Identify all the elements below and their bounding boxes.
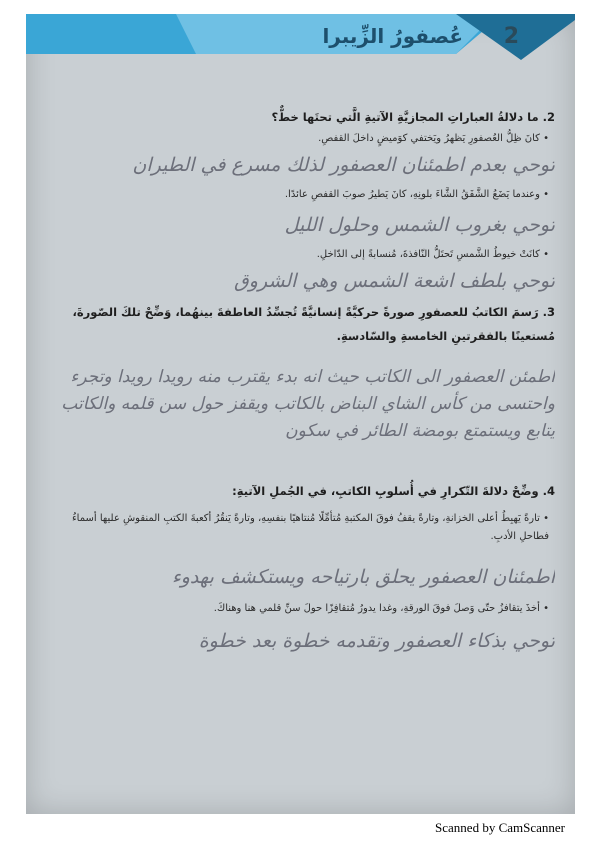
question-2-answer-1: توحي بعدم اطمئنان العصفور لذلك مسرع في الطيران — [132, 154, 555, 176]
question-4-item-1: • تارةً يَهبِطُ أعلى الخزانةِ، وتارةً يقفُ فوقَ المكتبةِ مُتأمِّلًا مُنتاهيًا بنفسِهِ، وتارةً يَنقُرُ أكعبةَ الكتبِ المنقوشِ عليها أسماءُ فطاحلِ الأدبِ. — [71, 513, 549, 542]
question-4-item-2: • أخذَ يتقافزُ حتّى وَصلَ فوقَ الورقةِ، وغدا يدورُ مُتقافِزًا حولَ سنِّ قلمي هنا وهناكَ. — [213, 603, 549, 614]
scanner-watermark: Scanned by CamScanner — [435, 820, 565, 835]
lesson-title: عُصفورُ الزِّيبرا — [322, 24, 463, 48]
question-2-title: 2. ما دلالةُ العباراتِ المجازيَّةِ الآتيةِ الَّتي تحتَها خطٌّ؟ — [271, 110, 555, 124]
question-4-answer-1: اطمئنان العصفور يحلق بارتياحه ويستكشف بهدوء — [171, 566, 555, 588]
lesson-banner — [26, 14, 575, 60]
worksheet-page — [26, 14, 575, 814]
question-4-answer-2: توحي بذكاء العصفور وتقدمه خطوة بعد خطوة — [198, 630, 555, 652]
question-2-answer-3: توحي بلطف اشعة الشمس وهي الشروق — [234, 270, 555, 292]
question-2-item-2: • وعندما يَضَعُ الشَّفَقُ الشَّاءَ بلونِهِ، كانَ يَطيرُ صوبَ القفصِ عائدًا. — [284, 189, 549, 200]
question-2-item-3: • كانَتْ خيوطُ الشَّمسِ تَحتَلُّ النّافذةَ، مُنسابةً إلى الدّاخلِ. — [316, 249, 549, 260]
question-3-answer: اطمئن العصفور الى الكاتب حيث انه بدء يقترب منه رويدا رويدا وتجرء واحتسى من كأس الشاي البناض بالكاتب ويقفز حول سن قلمه والكاتب يتابع ويستمتع بومضة الطائر في سكون — [61, 367, 555, 441]
lesson-number: 2 — [503, 24, 519, 49]
question-3-title: 3. رَسمَ الكاتبُ للعصفورِ صورةً حركيَّةً إنسانيَّةً تُجسِّدُ العاطفةَ بينهُما، وَضِّحْ تلكَ الصّورةَ، مُستعينًا بالفقرتينِ الخامسةِ والسّادسةِ. — [72, 305, 555, 343]
question-2-item-1: • كانَ ظِلُّ العُصفورِ يَظهرُ ويَختفي كوَميضٍ داخلَ القفصِ. — [318, 133, 549, 144]
question-4-title: 4. وضِّحْ دلالةَ التّكرارِ في أُسلوبِ الكاتبِ، في الجُملِ الآتيةِ: — [232, 484, 555, 498]
question-2-answer-2: توحي بغروب الشمس وحلول الليل — [284, 214, 555, 236]
